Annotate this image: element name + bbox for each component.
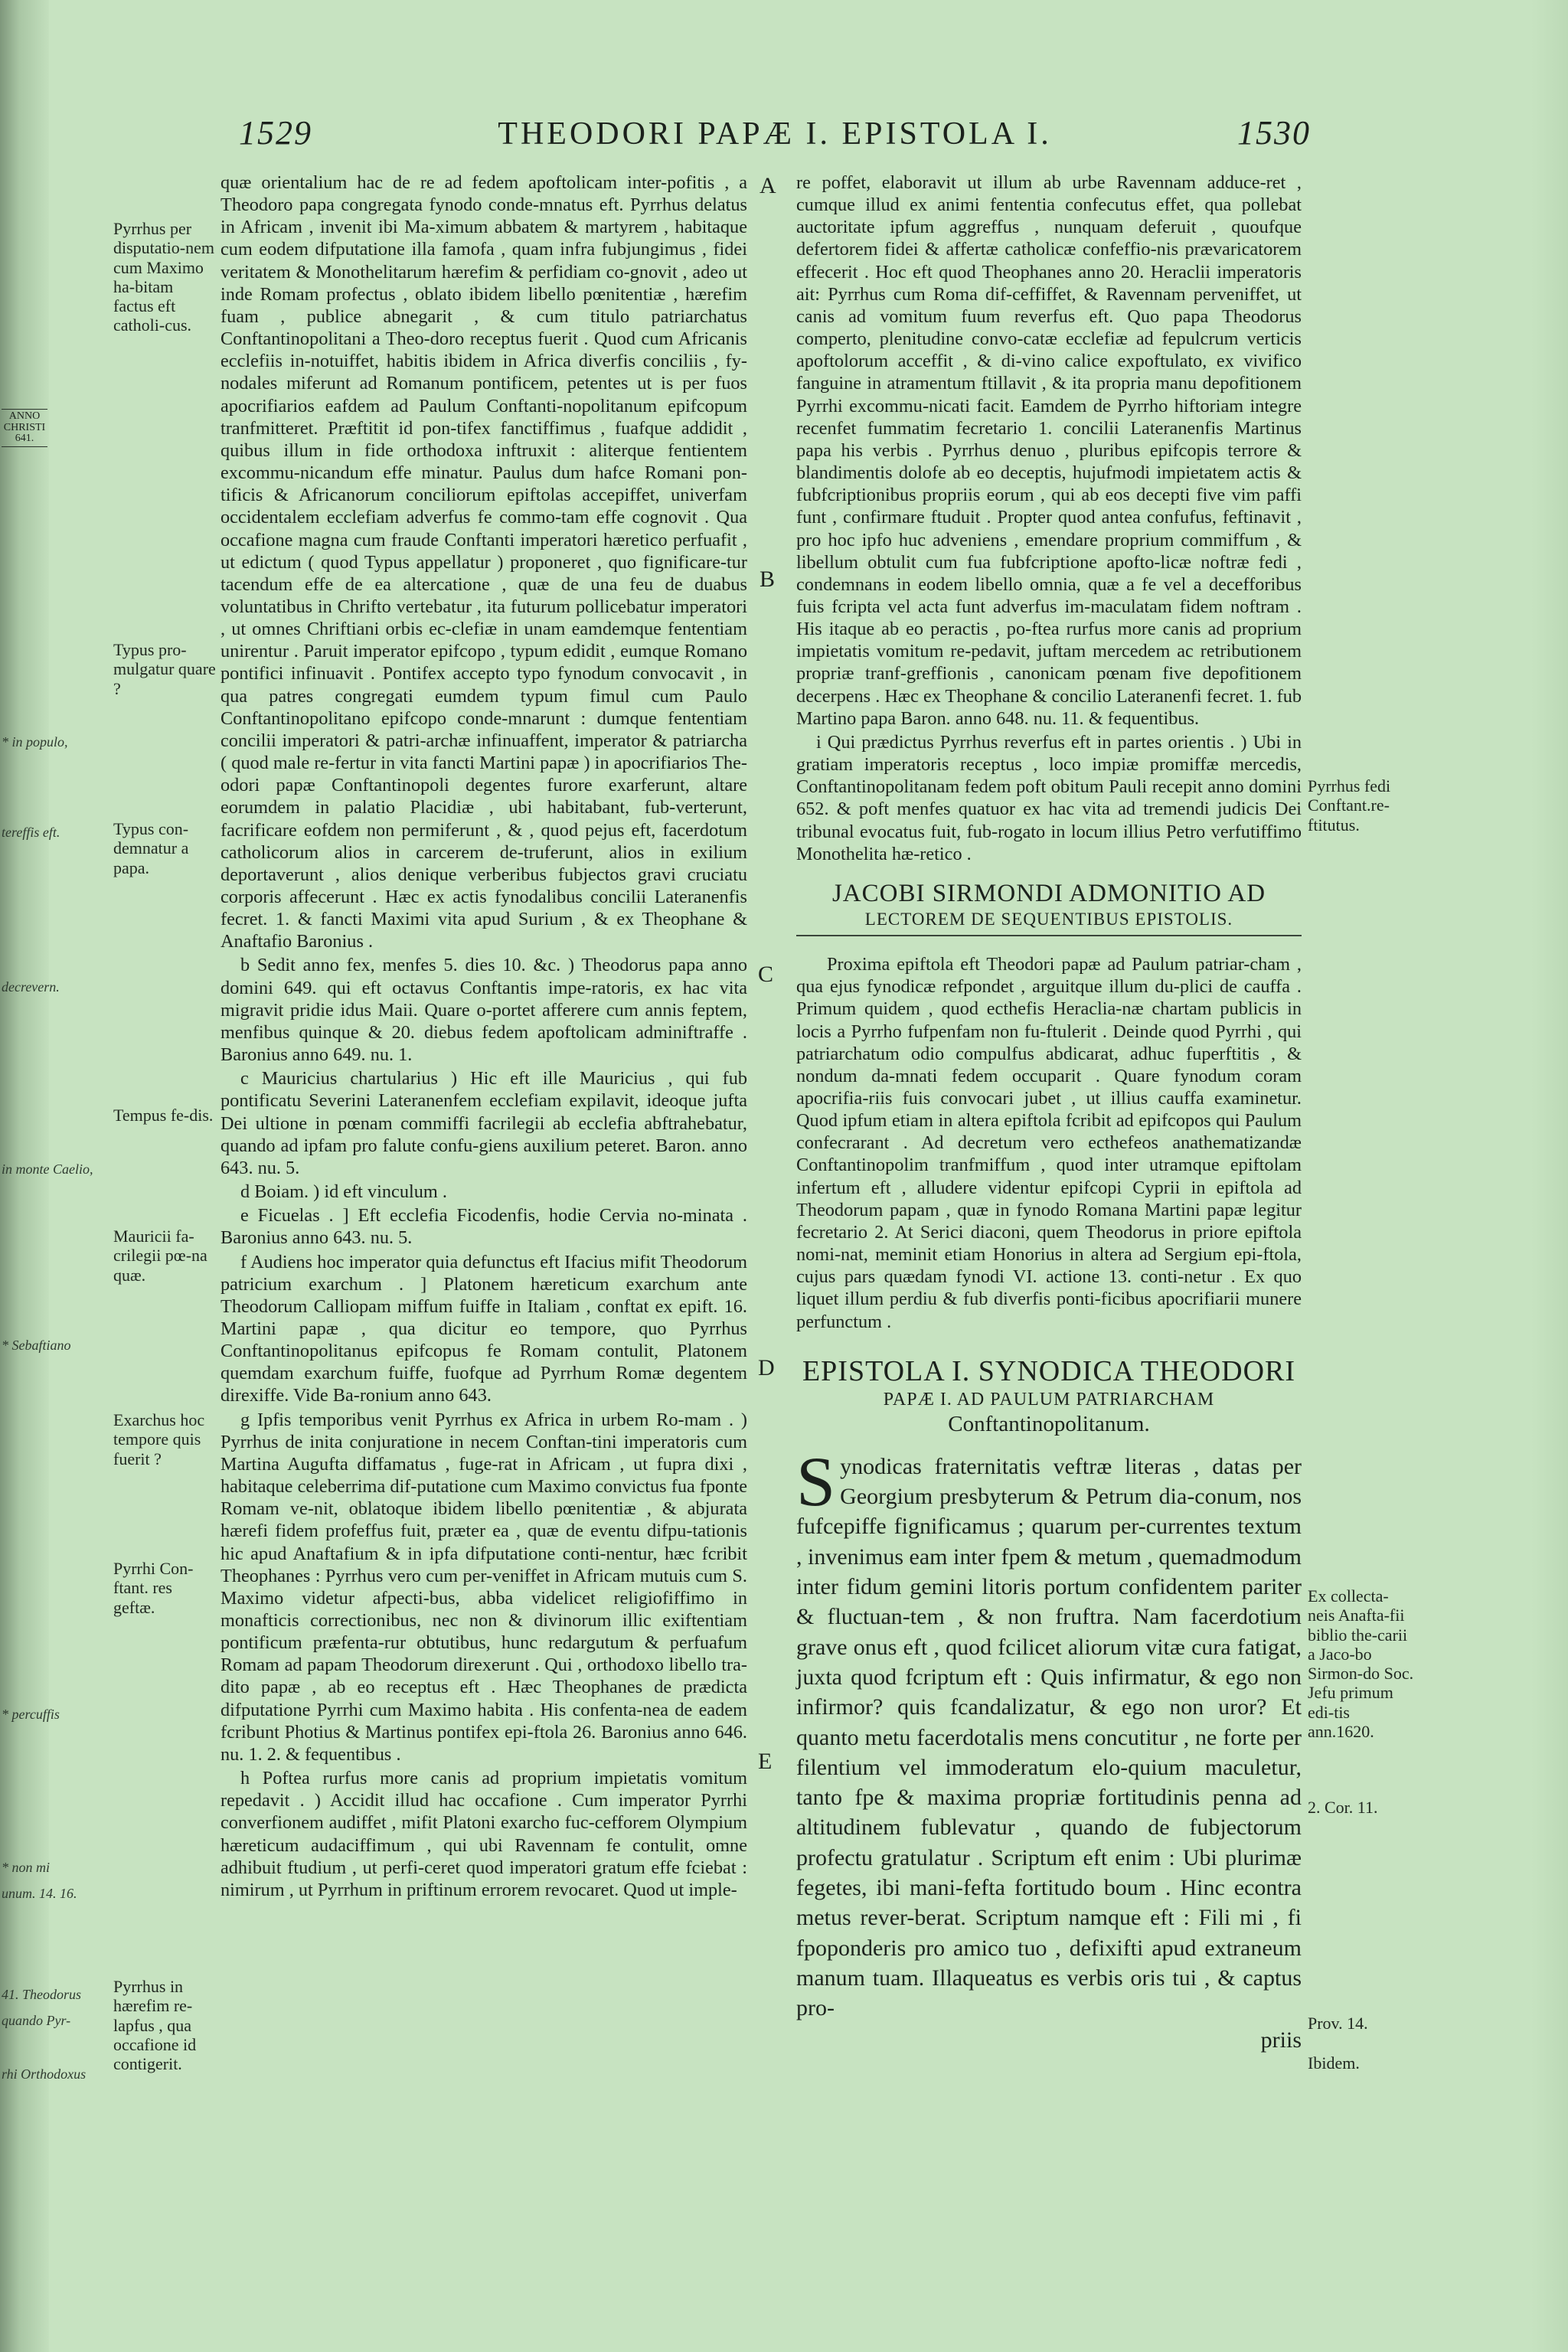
epistola-body: ynodicas fraternitatis veftræ literas , datas per Georgium presbyterum & Petrum dia-conum, nos fufcepiffe fignificamus ; quarum per-currentes textum , invenimus eam inter fpem & metum , quemadmodum inter fidum gemini litoris portum confidentem pariter & fluctuan-tem , & non fruftra. Nam facerdotium grave onus eft , quod fcilicet aliorum vitæ cura fatigat, juxta quod fcriptum eft : Quis infirmatur, & ego non infirmor? quis fcandalizatur, & ego non uror? Et quanto metu facerdotalis mens concutitur , ne forte per filentium vel immoderatum elo-quium maculetur, tanto fpe & maxima propriæ fortitudinis penna ad altitudinem fublevatur , quando de fubjectorum profectu gratulatur . Scriptum eft enim : Ubi plurimæ fegetes, ibi mani-fefta fortitudo boum . Hinc econtra metus rever-berat. Scriptum namque eft : Fili mi , fi fpoponderis pro amico tuo , defixifti apud extraneum manum tuam. Illaqueatus es verbis oris tui , & captus pro-: [796, 1453, 1302, 2021]
margin-note: Ibidem.: [1308, 2053, 1360, 2073]
gutter-note: 41. Theodorus: [2, 1987, 82, 2002]
margin-note: Typus con-demnatur a papa.: [113, 819, 189, 877]
epistola-text: [796, 1442, 1302, 2024]
left-column: [220, 172, 747, 1903]
section-marker-d: D: [758, 1355, 775, 1380]
note-c: c Mauricius chartularius ) Hic eft ille Mauricius , qui fub pontificatu Severini Lateranenfem ecclefiam expilavit, ideoque jufta Dei ultione in pœnam commiffi facrilegii ab ecclefia abftrahebatur, quando ad ipfam pro falute confu-giens auxilium peteret. Baron. anno 643. nu. 5.: [220, 1068, 747, 1178]
note-h: h Poftea rurfus more canis ad proprium impietatis vomitum repedavit . ) Accidit illud hac occafione . Cum imperator Pyrrhi converfionem audiffet , mifit Platoni exarcho fuc-cefforem Olympium hæreticum audaciffimum , qui ubi Ravennam fe contulit, omne adhibuit ftudium , ut perfi-ceret quod imperatori gratum effe fciebat : nimirum , ut Pyrrhum in priftinum errorem revocaret. Quod ut imple-: [220, 1768, 747, 1900]
margin-note: Pyrrhus in hærefim re-lapfus , qua occafione id contigerit.: [113, 1977, 197, 2074]
note-d: d Boiam. ) id eft vinculum .: [240, 1181, 447, 1203]
gutter-note: * percuffis: [2, 1707, 60, 1722]
margin-note: Exarchus hoc tempore quis fuerit ?: [113, 1410, 205, 1468]
margin-note: 2. Cor. 11.: [1308, 1798, 1378, 1817]
paragraph: quæ orientalium hac de re ad fedem apoftolicam inter-pofitis , a Theodoro papa congregata fynodo conde-mnatus eft. Pyrrhus delatus in Africam , invenit ibi Ma-ximum abbatem & martyrem , habitaque cum eodem difputatione illa famofa , quam infra fubjungimus , fidei veritatem & Monothelitarum hærefim & perfidiam co-gnovit , adeo ut inde Romam profectus , oblato ibidem libello pœnitentiæ , hærefim fuam , publice abnegarit , & cum titulo patriarchatus Conftantinopolitani a Theo-doro receptus fuerit . Quod cum Africanis ecclefiis in-notuiffet, habitis ibidem in Africa diverfis conciliis , fy-nodales miferunt ad Romanum pontificem, petentes ut is per fuos apocrifiarios eafdem ad Paulum Conftanti-nopolitanum epifcopum tranfmitteret. Præftitit id pon-tifex fanctiffimus , fuafque addidit , quibus illum in fide orthodoxa inftruxit : aliterque fentientem excommu-nicandum effe minatur. Paulus dum hafce Romani pon-tificis & Africanorum conciliorum epiftolas accepiffet, univerfam occidentalem ecclefiam adverfus fe commo-tam effe cognovit . Qua occafione magna cum fraude Conftanti imperatori hæretico perfuafit , ut edictum ( quod Typus appellatur ) proponeret , quo fignificare-tur tacendum effe de ea altercatione , quæ de una feu de duabus voluntatibus in Chrifto vertebatur , ita futurum pollicebatur imperatori , ut omnes Chriftiani orbis ec-clefiæ in unam eamdemque fententiam unirentur . Paruit imperator epifcopo , typum edidit , eumque Romano pontifici infinuavit . Pontifex accepto typo fynodum convocavit , in qua patres congregati eumdem typum fimul cum Paulo Conftantinopolitano epifcopo conde-mnarunt : dumque fententiam concilii imperatori & patri-archæ infinuaffent, imperator & patriarcha ( quod male re-fertur in vita fancti Martini papæ ) in apocrifiarios The-odori papæ Conftantinopoli degentes furore exarferunt, altare eorumdem in palatio Placidiæ , ubi habitabant, fub-verterunt, facrificare eofdem non permiferunt , & , quod pejus eft, facerdotum catholicorum alios in carcerem de-truferunt, alios in exilium deportaverunt , alios denique verberibus fubjectos gravi cruciatu corporis affecerunt . Hæc ex actis fynodalibus concilii Lateranenfis fecret. 1. & fancti Maximi vita apud Surium , & ex Theophane & Anaftafio Baronius .: [220, 172, 747, 952]
running-head: [239, 113, 1311, 159]
gutter-note: in monte Caelio,: [2, 1161, 93, 1177]
catchword: priis: [1260, 2027, 1302, 2053]
section-marker-c: C: [758, 962, 774, 987]
gutter-note: quando Pyr-: [2, 2013, 71, 2028]
note-g: g Ipfis temporibus venit Pyrrhus ex Africa in urbem Ro-mam . ) Pyrrhus de inita conjuratione in necem Conftan-tini imperatoris cum Martina Augufta diffamatus , fuge-rat in Africam , ut fupra dixi , habitaque celeberrima dif-putatione cum Maximo convictus fua fponte Romam ve-nit, oblatoque ibidem libello pœnitentiæ , & abjurata hærefi fidem profeffus fuit, præter ea , quæ de eventu difpu-tationis hic apud Anaftafium & in ipfa difputatione conti-nentur, hæc fcribit Theophanes : Pyrrhus vero cum per-veniffet in Africam mutuis cum S. Maximo videtur afpecti-bus, abba videlicet religiofiffimo in monafticis correctionibus, nec non & divinorum illic exiftentiam pontificum præfenta-rur obtutibus, hunc redargutum & perfuafum Romam ad papam Theodorum direxerunt . Qui , orthodoxo libello tra-dito papæ , ab eo receptus eft . Hæc Theophanes de prædicta difputatione Pyrrhi cum Maximo habita . His confenta-nea de eadem fcribunt Photius & Martinus pontifex epi-ftola 26. Baronius anno 646. nu. 1. 2. & fequentibus .: [220, 1409, 747, 1765]
gutter-note: * Sebaftiano: [2, 1338, 71, 1353]
running-title: THEODORI PAPÆ I. EPISTOLA I.: [498, 116, 1052, 152]
gutter-note: unum. 14. 16.: [2, 1886, 77, 1901]
gutter-note: tereffis eft.: [2, 825, 60, 840]
section-marker-e: E: [758, 1749, 773, 1774]
margin-note: Pyrrhus fedi Conftant.re-ftitutus.: [1308, 776, 1391, 835]
note-b: b Sedit anno fex, menfes 5. dies 10. &c. ) Theodorus papa anno domini 649. qui eft octavus Conftantis impe-ratoris, ex hac vita migravit pridie idus Maii. Quare o-portet afferere cum annis feptem, menfibus quinque & 20. diebus fedem apoftolicam adminiftraffe . Baronius anno 649. nu. 1.: [220, 955, 747, 1066]
page-number-left: 1529: [239, 114, 312, 152]
admonitio-text: Proxima epiftola eft Theodori papæ ad Paulum patriar-cham , qua ejus fynodicæ refpondet , arguitque illum du-plici de cauffa . Primum quidem , quod ecthefis Heraclia-næ chartam publicis in locis a Pyrrho fufpenfam non fu-ftulerit . Deinde quod Pyrrhi , qui patriarchatum odio compulfus abdicarat, adhuc fuperftitis , & nondum da-mnati fedem occuparit . Quare fynodum coram apocrifia-riis fuis convocari jubet , ut illius cauffa examinetur. Quod ipfum etiam in altera epiftola fcribit ad epifcopos qui Paulum confecrarant . Ad decretum vero ecthefeos anathematizandæ Conftantinopolim tranfmiffum , quod inter utramque epiftolam infertum eft , alludere videntur epifcopi Cyprii in epiftola ad Theodorum papam , quæ in fynodo Romana Martini papæ legitur fecretario 2. At Serici diaconi, quem Theodorus in priore epiftola nomi-nat, meminit etiam Honorius in altera ad Sergium epi-ftola, cujus pars quædam fynodi VI. actione 13. conti-netur . Ex quo liquet illum perdiu & fub diverfis ponti-ficibus apocrifiarii munere perfunctum .: [796, 954, 1302, 1332]
note-e: e Ficuelas . ] Eft ecclefia Ficodenfis, hodie Cervia no-minata . Baronius anno 643. nu. 5.: [220, 1205, 747, 1249]
section-marker-b: B: [760, 567, 776, 592]
right-column: [796, 172, 1302, 2055]
margin-note: Mauricii fa-crilegii pœ-na quæ.: [113, 1227, 207, 1285]
note-i: i Qui prædictus Pyrrhus reverfus eft in partes orientis . ) Ubi in gratiam imperatoris receptus , loco impiæ promiffæ mercedis, Conftantinopolitanam fedem poft obitum Pauli recepit anno domini 652. & poft menfes quatuor ex hac vita ad tremendi judicis Dei tribunal evocatus fuit, fub-rogato in locum illius Petro verfutiffimo Monothelita hæ-retico .: [796, 731, 1302, 864]
margin-note: Pyrrhus per disputatio-nem cum Maximo ha-bitam factus eft catholi-cus.: [113, 219, 214, 335]
margin-note: Prov. 14.: [1308, 2014, 1368, 2033]
epistola-subtitle: PAPÆ I. AD PAULUM PATRIARCHAM: [883, 1390, 1215, 1410]
margin-note: Ex collecta-neis Anafta-fii biblio the-carii a Jaco-bo Sirmon-do Soc. Jefu primum edi-tis ann.1620.: [1308, 1586, 1414, 1742]
admonitio-title: JACOBI SIRMONDI ADMONITIO AD: [831, 879, 1266, 907]
gutter-note: * non mi: [2, 1860, 50, 1875]
margin-note: Typus pro-mulgatur quare ?: [113, 640, 216, 698]
epistola-subtitle-2: Conftantinopolitanum.: [948, 1412, 1150, 1437]
page-number-right: 1530: [1237, 114, 1311, 152]
admonitio-subtitle: LECTOREM DE SEQUENTIBUS EPISTOLIS.: [796, 909, 1302, 936]
anno-christi-box: ANNO CHRISTI 641.: [2, 409, 47, 447]
page-edge: [1531, 0, 1568, 2352]
margin-note: Pyrrhi Con-ftant. res geftæ.: [113, 1559, 194, 1617]
note-f: f Audiens hoc imperator quia defunctus eft Ifacius mifit Theodorum patricium exarchum . ] Platonem hæreticum exarchum ante Theodorum Calliopam miffum fuiffe in Italiam , conftat ex epift. 16. Martini papæ , qua dicitur eo tempore, quo Pyrrhus Conftantinopolitanus epifcopus fe Romam contulit, Platonem quemdam exarchum fuiffe, fuofque ad Pyrrhum Romæ degentem direxiffe. Vide Ba-ronium anno 643.: [220, 1251, 747, 1406]
gutter-note: * in populo,: [2, 734, 68, 750]
epistola-title: EPISTOLA I. SYNODICA THEODORI: [802, 1354, 1296, 1387]
margin-note: Tempus fe-dis.: [113, 1106, 214, 1125]
paragraph: re poffet, elaboravit ut illum ab urbe Ravennam adduce-ret , cumque illud ex animi fententia confecutus effet, qua pollebat auctoritate ipfum aggreffus , nunquam deferuit , quoufque defertorem fidei & affertæ catholicæ confeffio-nis prævaricatorem effecerit . Hoc eft quod Theophanes anno 20. Heraclii imperatoris ait: Pyrrhus cum Roma dif-ceffiffet, & Ravennam perveniffet, ut canis ad vomitum fuum reverfus eft. Quo papa Theodorus comperto, plenitudine convo-catæ ecclefiæ ad fepulcrum verticis apoftolorum acceffit , & di-vino calice expoftulato, ex vivifico fanguine in atramentum ftillavit , & ita propria manu depofitionem Pyrrhi excommu-nicati facit. Eamdem de Pyrrho hiftoriam integre recenfet fummatim fecretario 1. concilii Lateranenfis Martinus papa his verbis . Pyrrhus denuo , pluribus epifcopis terrore & blandimentis dolofe ab eo deceptis, hujufmodi impietatem actis & fubfcriptionibus propriis eorum , qui ab eos decepti five vim paffi funt , confirmare ftuduit . Propter quod antea confufus, feftinavit , pro hoc ipfo huc adveniens , emendare proprium commiffum , & libellum obtulit cum fua fubfcriptione apofto-licæ noftræ fedi , condemnans in eodem libello omnia, quæ a fe vel a decefforibus fuis fcripta vel acta funt adverfus im-maculatam fidem noftram . His itaque ab eo peractis , po-ftea rurfus more canis ad proprium impietatis vomitum re-pedavit, juftam mercedem ac retributionem propriæ tranf-greffionis , canonicam pœnam five depofitionem decerpens . Hæc ex Theophane & concilio Lateranenfi fecret. 1. fub Martino papa Baron. anno 648. nu. 11. & fequentibus.: [796, 172, 1302, 729]
section-marker-a: A: [760, 173, 776, 198]
gutter-note: rhi Orthodoxus: [2, 2066, 87, 2082]
drop-cap: S: [796, 1442, 836, 1521]
gutter-note: decrevern.: [2, 979, 60, 995]
